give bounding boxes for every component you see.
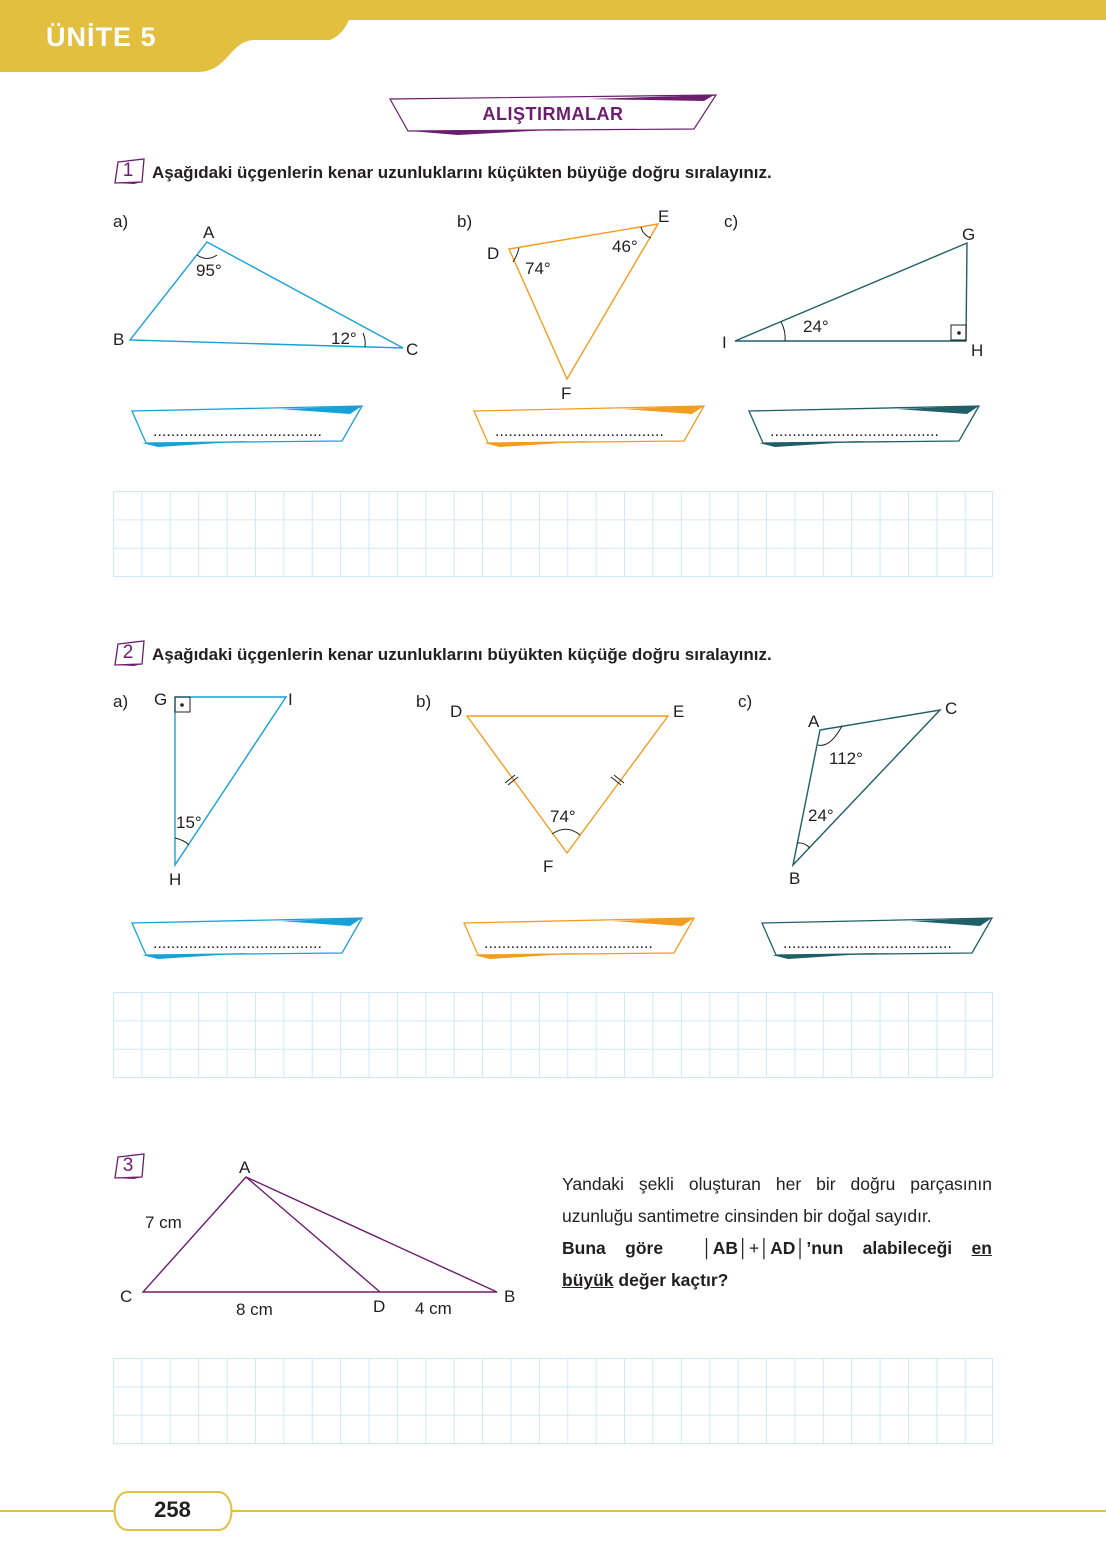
vertex-label-b: B [789,869,801,888]
angle-label-h: 15° [176,813,202,832]
q1a-answer-line[interactable]: ...................................... [153,423,322,440]
vertex-label-i: I [288,690,293,709]
angle-label-d: 74° [525,259,551,278]
vertex-label-c: C [406,340,419,359]
vertex-label-c: C [945,699,958,718]
q2a-answer-line[interactable]: ...................................... [153,935,322,952]
angle-label-b: 24° [808,806,834,825]
vertex-label-e: E [658,207,670,226]
vertex-label-d: D [487,244,500,263]
q3-work-grid[interactable] [113,1358,993,1444]
triangle-acb [143,1177,497,1292]
q3-question: Buna göre │AB│+│AD│’nun alabileceği en [562,1238,992,1258]
q2-part-c-label: c) [738,692,753,711]
vertex-label-a: A [203,223,215,242]
q2b-answer-line[interactable]: ...................................... [484,935,653,952]
question-1-text: Aşağıdaki üçgenlerin kenar uzunluklarını küçükten büyüğe doğru sıralayınız. [152,163,772,182]
q1-part-c-label: c) [724,212,739,231]
vertex-label-g: G [154,690,168,709]
angle-label-a: 112° [829,749,863,768]
vertex-label-f: F [561,384,572,403]
vertex-label-a: A [239,1158,251,1177]
vertex-label-g: G [962,225,976,244]
section-title: ALIŞTIRMALAR [482,104,624,124]
vertex-label-h: H [169,870,182,889]
emphasis-buyuk: büyük [562,1270,614,1290]
question-3-number: 3 [122,1155,134,1176]
question-2-text: Aşağıdaki üçgenlerin kenar uzunluklarını büyükten küçüğe doğru sıralayınız. [152,645,772,664]
q1-part-a-label: a) [113,212,129,231]
angle-label-c: 12° [331,329,357,348]
question-2-number: 2 [122,642,134,663]
question-3-text [562,1168,992,1296]
vertex-label-f: F [543,857,554,876]
length-label-ac: 7 cm [145,1213,182,1232]
vertex-label-h: H [971,341,984,360]
vertex-label-i: I [722,333,727,352]
angle-label-e: 46° [612,237,638,256]
q3-statement: Yandaki şekli oluşturan her bir doğru parçasının uzunluğu santimetre cinsinden bir doğal sayıdır. [562,1174,992,1226]
segment-ad [246,1177,380,1292]
q2-part-a-label: a) [113,692,129,711]
length-label-cd: 8 cm [236,1300,273,1319]
segment-ab: AB [712,1238,739,1258]
angle-label-i: 24° [803,317,829,336]
q3-question-end: büyük değer kaçtır? [562,1270,729,1290]
vertex-label-d: D [373,1297,386,1316]
q1c-answer-line[interactable]: ...................................... [770,423,939,440]
plus-sign: + [748,1238,760,1258]
q2-part-b-label: b) [416,692,432,711]
length-label-db: 4 cm [415,1299,452,1318]
vertex-label-c: C [120,1287,133,1306]
vertex-label-a: A [808,712,820,731]
unit-label: ÜNİTE 5 [46,22,157,52]
page-number: 258 [154,1497,191,1522]
vertex-label-d: D [450,702,463,721]
emphasis-en: en [971,1238,992,1258]
angle-label-f: 74° [550,807,576,826]
q2c-answer-line[interactable]: ...................................... [783,935,952,952]
vertex-label-e: E [673,702,685,721]
q1b-answer-line[interactable]: ...................................... [495,423,664,440]
segment-ad-label: AD [770,1238,796,1258]
vertex-label-b: B [504,1287,516,1306]
abs-bar: │ [701,1238,713,1258]
angle-label-a: 95° [196,261,222,280]
question-1-number: 1 [122,160,134,181]
q1-part-b-label: b) [457,212,473,231]
vertex-label-b: B [113,330,125,349]
